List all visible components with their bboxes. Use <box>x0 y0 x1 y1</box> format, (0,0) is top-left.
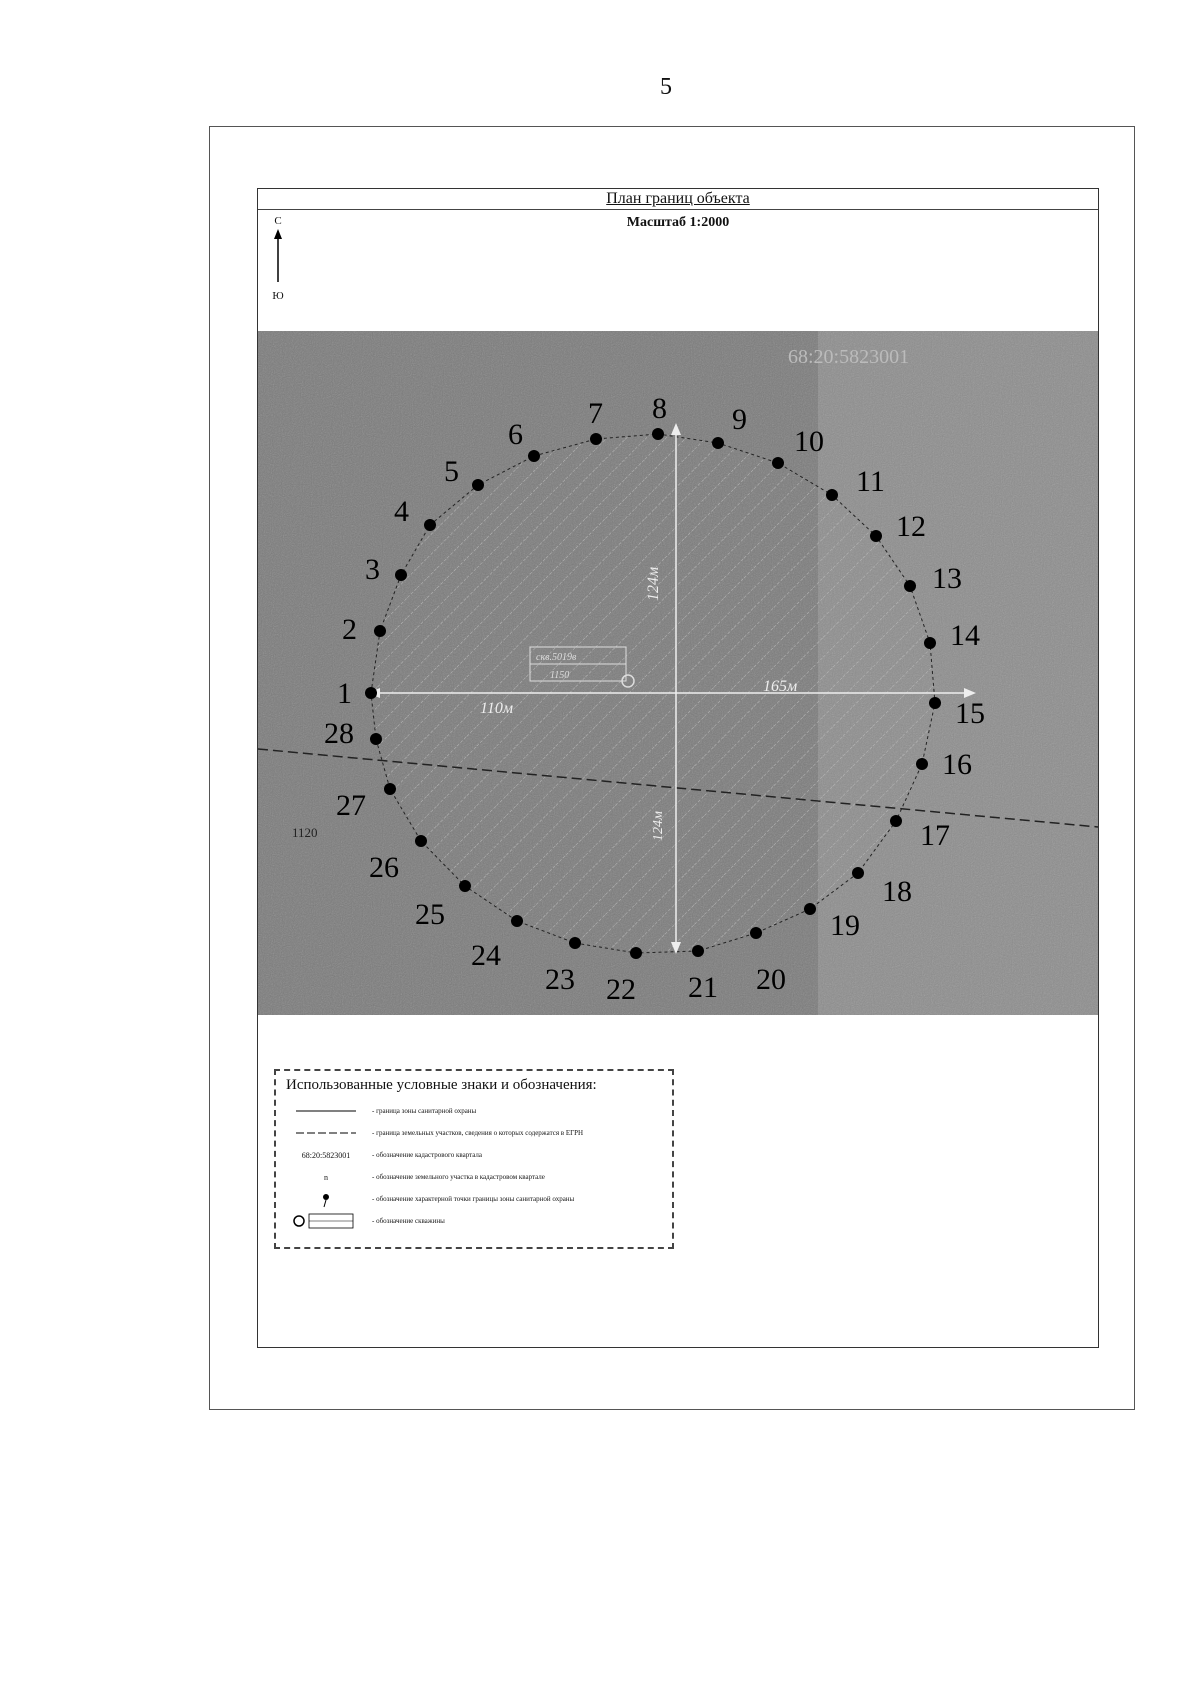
legend-item: - граница земельных участков, сведения о которых содержатся в ЕГРН <box>286 1122 662 1144</box>
boundary-point-label: 19 <box>830 909 860 942</box>
boundary-point-label: 12 <box>896 510 926 543</box>
boundary-point-label: 18 <box>882 875 912 908</box>
legend-item: 68:20:5823001 - обозначение кадастрового квартала <box>286 1144 662 1166</box>
boundary-point-marker <box>569 937 581 949</box>
map-area <box>258 331 1098 1015</box>
well-label-bottom: 1150 <box>550 670 570 681</box>
page-number: 5 <box>660 74 672 100</box>
boundary-point-label: 1 <box>337 677 352 710</box>
boundary-point-label: 6 <box>508 418 523 451</box>
parcel-symbol: n <box>324 1172 328 1182</box>
plan-frame <box>257 188 1099 1348</box>
boundary-point-marker <box>511 915 523 927</box>
boundary-point-label: 22 <box>606 973 636 1006</box>
boundary-point-marker <box>472 479 484 491</box>
boundary-point-label: 3 <box>365 553 380 586</box>
boundary-point-label: 28 <box>324 717 354 750</box>
legend-item: - обозначение характерной точки границы зоны санитарной охраны <box>286 1188 662 1210</box>
boundary-point-marker <box>929 697 941 709</box>
well-symbol-icon <box>291 1211 361 1231</box>
boundary-point-label: 15 <box>955 697 985 730</box>
boundary-point-marker <box>712 437 724 449</box>
quarter-label: 68:20:5823001 <box>788 346 910 368</box>
boundary-point-label: 9 <box>732 403 747 436</box>
boundary-point-marker <box>692 945 704 957</box>
zone-boundary-symbol <box>296 1108 356 1114</box>
boundary-point-label: 20 <box>756 963 786 996</box>
boundary-point-label: 23 <box>545 963 575 996</box>
boundary-point-marker <box>804 903 816 915</box>
boundary-point-marker <box>652 428 664 440</box>
well-label-top: скв.5019в <box>536 652 577 663</box>
north-arrow-icon <box>268 215 288 315</box>
boundary-point-label: 25 <box>415 898 445 931</box>
boundary-point-marker <box>924 637 936 649</box>
legend-item: - обозначение скважины <box>286 1210 662 1232</box>
boundary-point-label: 27 <box>336 789 366 822</box>
arrow-icon <box>268 227 288 287</box>
boundary-point-marker <box>852 867 864 879</box>
boundary-point-marker <box>384 783 396 795</box>
south-label: Ю <box>272 290 284 302</box>
boundary-point-marker <box>590 433 602 445</box>
boundary-point-marker <box>395 569 407 581</box>
boundary-point-label: 4 <box>394 495 409 528</box>
boundary-point-label: 7 <box>588 397 603 430</box>
boundary-point-label: 10 <box>794 425 824 458</box>
boundary-point-label: 16 <box>942 748 972 781</box>
boundary-point-marker <box>916 758 928 770</box>
boundary-point-label: 13 <box>932 562 962 595</box>
measure-label-north: 124м <box>645 566 662 601</box>
boundary-point-marker <box>826 489 838 501</box>
boundary-point-label: 2 <box>342 613 357 646</box>
legend-item: n - обозначение земельного участка в кадастровом квартале <box>286 1166 662 1188</box>
plan-scale: Масштаб 1:2000 <box>626 215 730 230</box>
boundary-point-label: 21 <box>688 971 718 1004</box>
boundary-point-marker <box>630 947 642 959</box>
boundary-point-label: 8 <box>652 392 667 425</box>
plan-title: План границ объекта <box>258 189 1098 210</box>
boundary-point-label: 26 <box>369 851 399 884</box>
boundary-point-label: 5 <box>444 455 459 488</box>
boundary-point-icon <box>316 1189 336 1209</box>
measure-label-east: 165м <box>763 678 798 695</box>
boundary-point-marker <box>370 733 382 745</box>
measure-label-west: 110м <box>480 700 514 717</box>
boundary-point-label: 14 <box>950 619 980 652</box>
boundary-point-marker <box>528 450 540 462</box>
map-canvas <box>258 331 1098 1015</box>
legend-title: Использованные условные знаки и обозначения: <box>286 1077 597 1093</box>
legend-box <box>274 1069 674 1249</box>
boundary-point-marker <box>365 687 377 699</box>
boundary-point-marker <box>459 880 471 892</box>
boundary-point-marker <box>904 580 916 592</box>
boundary-point-marker <box>772 457 784 469</box>
boundary-point-marker <box>870 530 882 542</box>
measure-label-south: 124м <box>651 811 666 841</box>
boundary-point-label: 11 <box>856 465 885 498</box>
parcel-boundary-symbol <box>296 1130 356 1136</box>
boundary-point-marker <box>424 519 436 531</box>
quarter-symbol: 68:20:5823001 <box>301 1150 351 1160</box>
boundary-point-label: 24 <box>471 939 501 972</box>
boundary-point-marker <box>415 835 427 847</box>
legend-item: - граница зоны санитарной охраны <box>286 1100 662 1122</box>
parcel-label: 1120 <box>292 825 318 840</box>
boundary-point-marker <box>750 927 762 939</box>
north-label: С <box>274 215 282 227</box>
boundary-point-marker <box>890 815 902 827</box>
boundary-point-marker <box>374 625 386 637</box>
boundary-point-label: 17 <box>920 819 950 852</box>
